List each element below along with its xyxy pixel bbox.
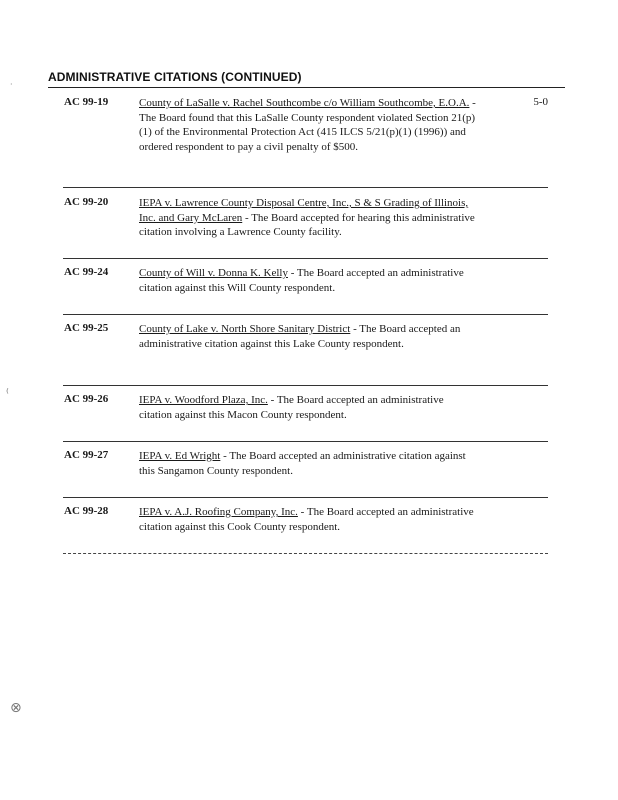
case-id: AC 99-20 xyxy=(64,196,109,208)
case-id: AC 99-26 xyxy=(64,393,109,405)
row-divider xyxy=(63,497,548,498)
case-description: - The Board accepted an administrative citation against this Macon County respondent. xyxy=(139,394,444,421)
case-id: AC 99-19 xyxy=(64,96,109,108)
case-title: IEPA v. Ed Wright xyxy=(139,450,221,462)
section-heading: ADMINISTRATIVE CITATIONS (CONTINUED) xyxy=(48,70,302,84)
case-title: IEPA v. A.J. Roofing Company, Inc. xyxy=(139,506,298,518)
case-description: - The Board accepted for hearing this administrative citation involving a Lawrence County facility. xyxy=(139,211,475,239)
row-divider xyxy=(63,385,548,386)
row-divider xyxy=(63,258,548,259)
vote-count: 5-0 xyxy=(533,96,548,108)
row-divider xyxy=(63,553,548,554)
case-text xyxy=(139,266,479,295)
case-id: AC 99-25 xyxy=(64,322,109,334)
case-text xyxy=(139,196,479,240)
heading-rule xyxy=(48,87,565,88)
case-title: IEPA v. Lawrence County Disposal Centre, Inc., S & S Grading of Illinois, Inc. and Gary McLaren xyxy=(139,197,469,224)
row-divider xyxy=(63,314,548,315)
row-divider xyxy=(63,187,548,188)
case-description: - The Board accepted an administrative citation against this Cook County respondent. xyxy=(139,506,474,533)
row-divider xyxy=(63,441,548,442)
case-id: AC 99-27 xyxy=(64,449,109,461)
case-id: AC 99-24 xyxy=(64,266,109,278)
scan-speck: · xyxy=(10,80,13,89)
case-description: - The Board found that this LaSalle County respondent violated Section 21(p)(1) of the Environmental Protection Act (415 ILCS 5/21(p)(1) (1996)) and ordered respondent to pay a civil penalty of $500. xyxy=(139,97,476,153)
case-description: - The Board accepted an administrative citation against this Lake County respondent. xyxy=(139,323,461,350)
case-id: AC 99-28 xyxy=(64,505,109,517)
scan-speck: ⊗ xyxy=(10,700,22,716)
case-title: IEPA v. Woodford Plaza, Inc. xyxy=(139,394,268,406)
case-text xyxy=(139,96,479,154)
case-description: - The Board accepted an administrative citation against this Will County respondent. xyxy=(139,267,464,294)
scan-speck: ⁽ xyxy=(6,386,9,400)
case-title: County of Lake v. North Shore Sanitary District xyxy=(139,323,351,335)
case-description: - The Board accepted an administrative citation against this Sangamon County respondent. xyxy=(139,450,466,477)
case-title: County of Will v. Donna K. Kelly xyxy=(139,267,288,279)
case-text xyxy=(139,322,479,351)
case-text xyxy=(139,393,479,422)
case-text xyxy=(139,449,479,478)
case-text xyxy=(139,505,479,534)
case-title: County of LaSalle v. Rachel Southcombe c/o William Southcombe, E.O.A. xyxy=(139,97,470,109)
